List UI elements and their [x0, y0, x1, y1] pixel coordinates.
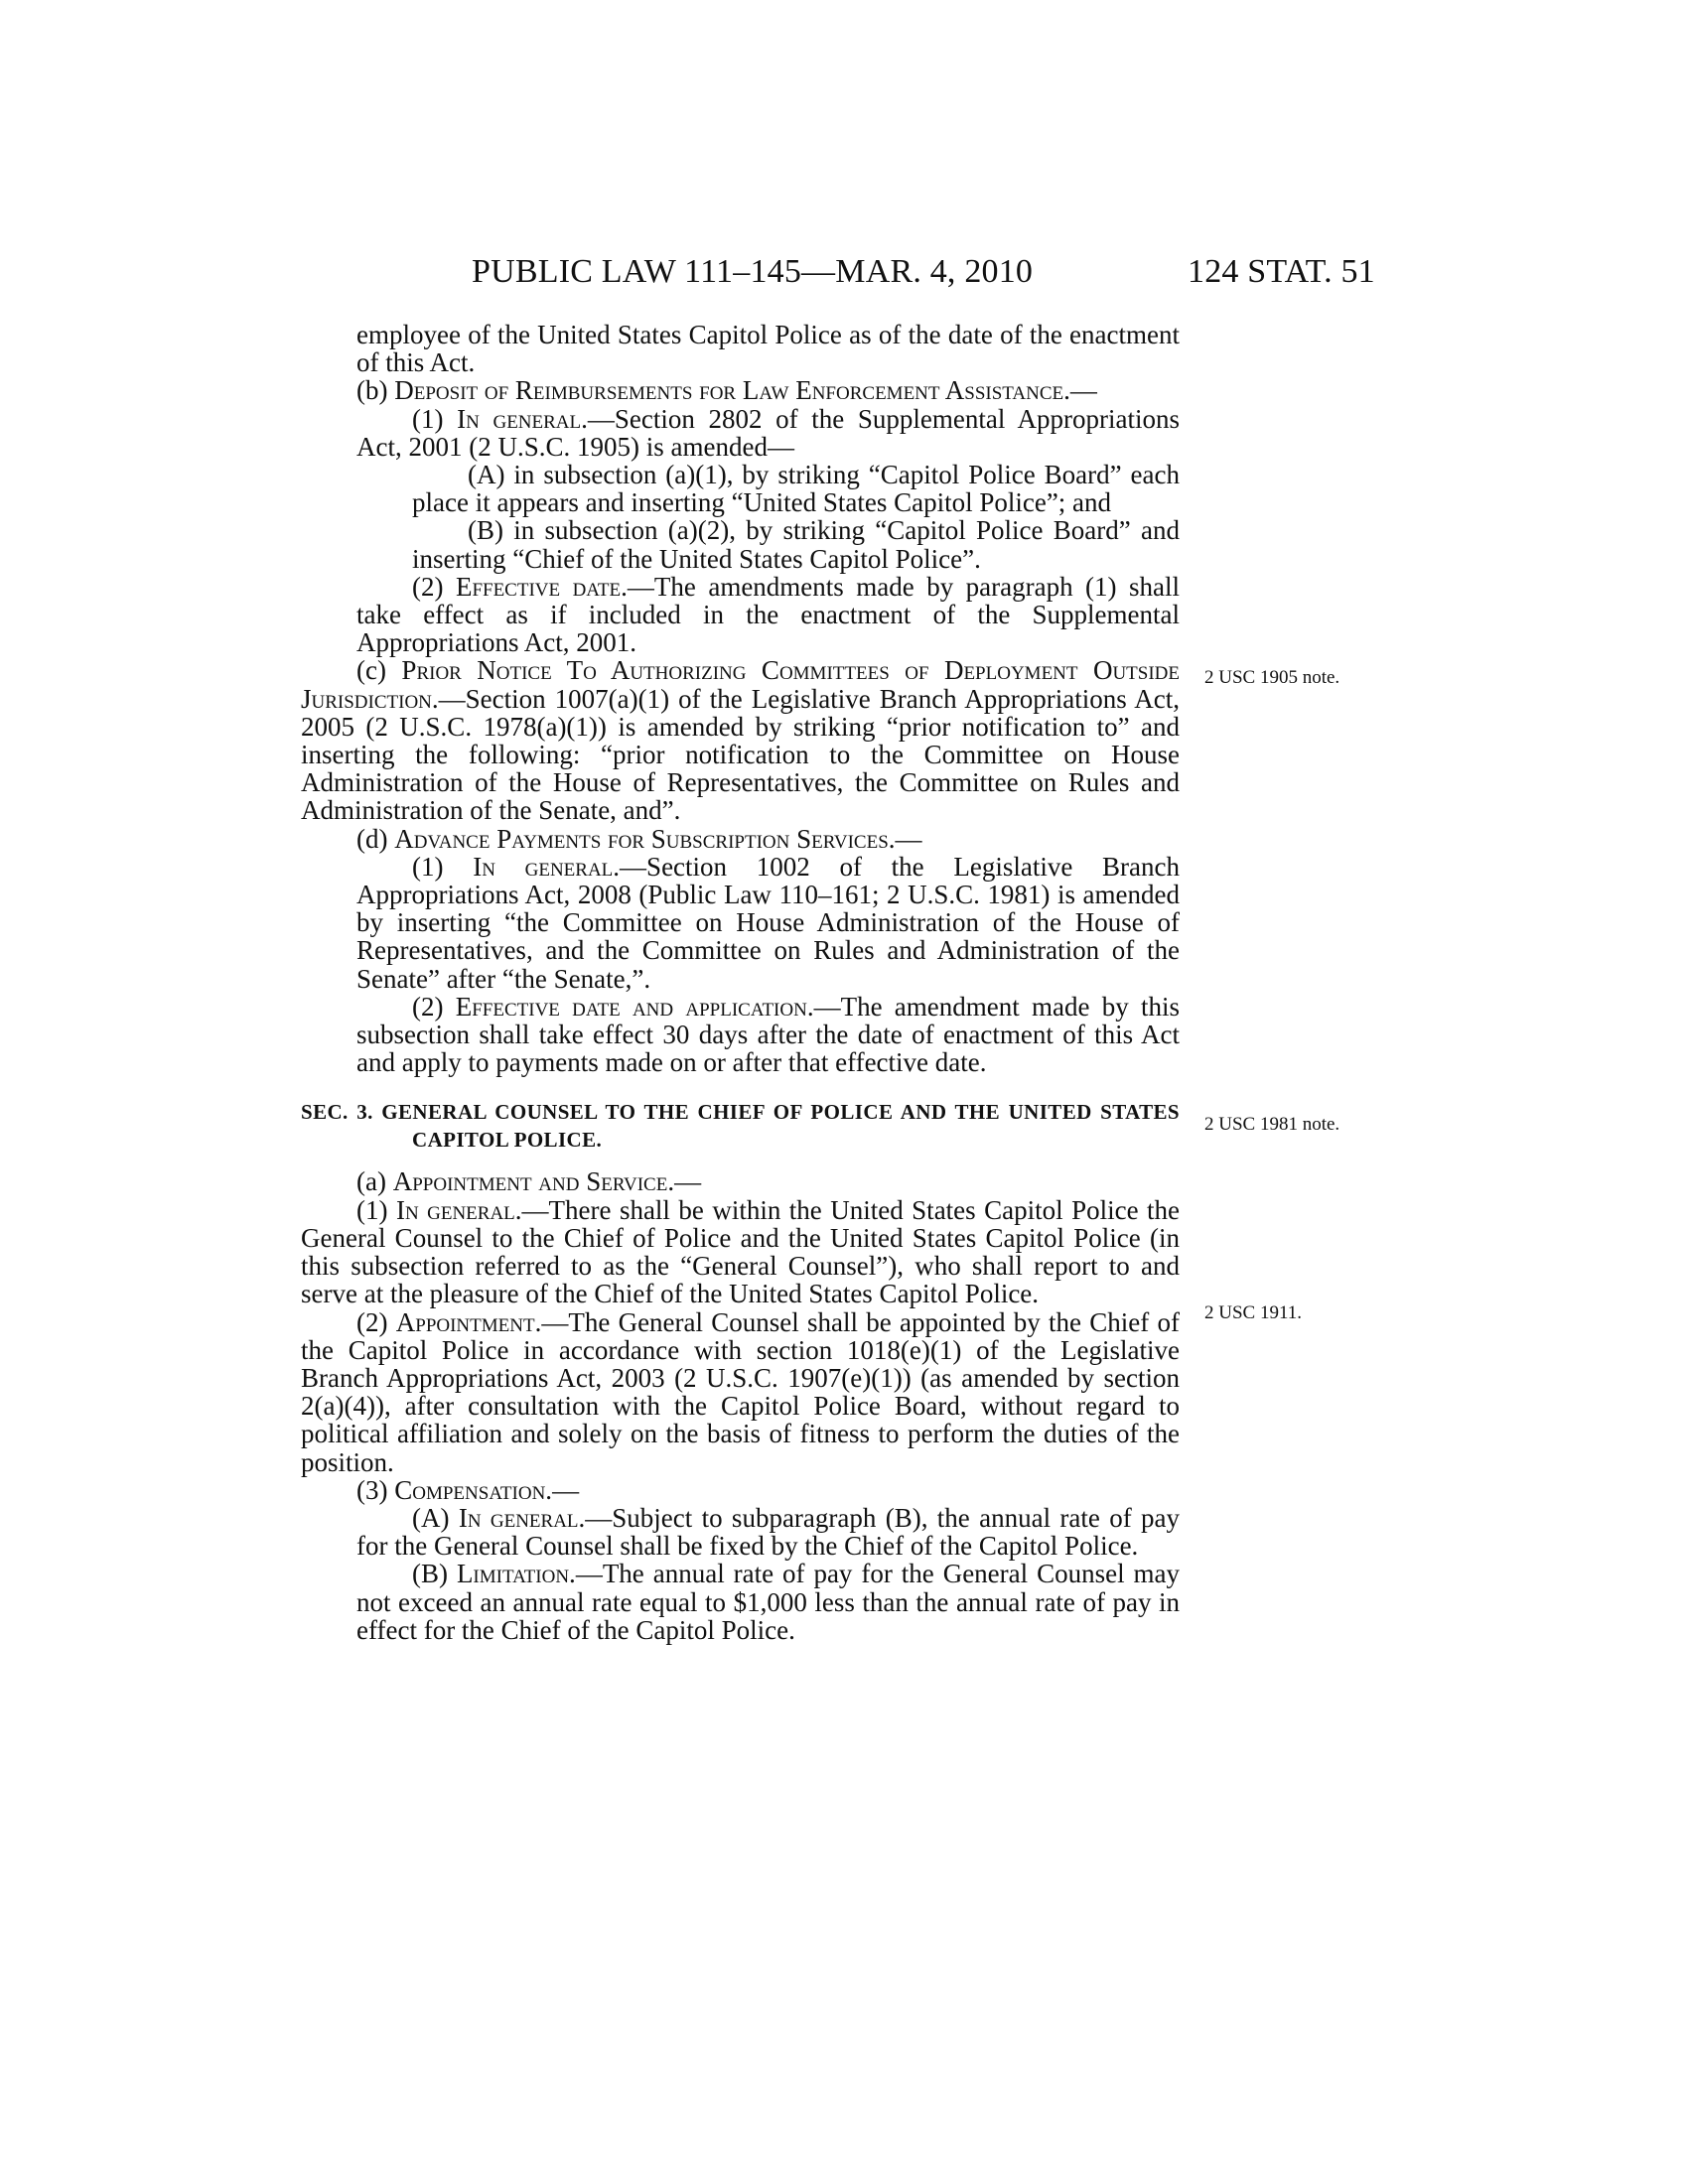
subsection-b-heading: (b) Deposit of Reimbursements for Law Enforcement Assistance.— [356, 375, 1097, 406]
subparagraph-a3-B: (B) Limitation.—The annual rate of pay for the General Counsel may not exceed an annual rate equal to $1,000 less than the annual rate of pay in effect for the Chief of the Capitol Police. [356, 1559, 1181, 1645]
document-body [301, 321, 1180, 1644]
paragraph-continuation: employee of the United States Capitol Police as of the date of the enactment of this Act. [356, 320, 1180, 378]
subsection-c: (c) Prior Notice To Authorizing Committees of Deployment Outside Jurisdiction.—Section 1007(a)(1) of the Legislative Branch Appropriations Act, 2005 (2 U.S.C. 1978(a)(1)) is amended by striking “prior notification to” and inserting the following: “prior notification to the Committee on House Administration of the House of Representatives, the Committee on Rules and Administration of the Senate, and”. [301, 655, 1180, 826]
paragraph-b1: (1) In general.—Section 2802 of the Supplemental Appropriations Act, 2001 (2 U.S.C. 1905) is amended— [356, 403, 1180, 462]
paragraph-a2: (2) Appointment.—The General Counsel shall be appointed by the Chief of the Capitol Police in accordance with section 1018(e)(1) of the Legislative Branch Appropriations Act, 2003 (2 U.S.C. 1907(e)(1)) (as amended by section 2(a)(4)), after consultation with the Capitol Police Board, without regard to political affiliation and solely on the basis of fitness to perform the duties of the position. [301, 1306, 1180, 1477]
section-3-heading: SEC. 3. GENERAL COUNSEL TO THE CHIEF OF POLICE AND THE UNITED STATES CAPITOL POLICE. [301, 1100, 1180, 1153]
running-header-title: PUBLIC LAW 111–145—MAR. 4, 2010 [472, 253, 1034, 290]
subsection-a-heading: (a) Appointment and Service.— [356, 1166, 702, 1197]
subparagraph-b1-A: (A) in subsection (a)(1), by striking “Capitol Police Board” each place it appears and inserting “United States Capitol Police”; and [412, 460, 1180, 518]
spacer [301, 1076, 1180, 1098]
paragraph-a1: (1) In general.—There shall be within the United States Capitol Police the General Counsel to the Chief of Police and the United States Capitol Police (in this subsection referred to as the “General Counsel”), who shall report to and serve at the pleasure of the Chief of the United States Capitol Police. [301, 1194, 1181, 1309]
paragraph-a3-heading: (3) Compensation.— [356, 1474, 580, 1505]
subparagraph-a3-A: (A) In general.—Subject to subparagraph (B), the annual rate of pay for the General Counsel shall be fixed by the Chief of the Capitol Police. [356, 1502, 1181, 1562]
subsection-d-heading: (d) Advance Payments for Subscription Services.— [356, 823, 922, 854]
margin-note-2-usc-1905: 2 USC 1905 note. [1204, 667, 1340, 688]
margin-note-2-usc-1911: 2 USC 1911. [1204, 1302, 1303, 1323]
paragraph-d1: (1) In general.—Section 1002 of the Legislative Branch Appropriations Act, 2008 (Public Law 110–161; 2 U.S.C. 1981) is amended by inserting “the Committee on House Administration of the House of Representatives, and the Committee on Rules and Administration of the Senate” after “the Senate,”. [356, 851, 1181, 994]
paragraph-b2: (2) Effective date.—The amendments made by paragraph (1) shall take effect as if included in the enactment of the Supplemental Appropriations Act, 2001. [356, 571, 1180, 658]
paragraph-d2: (2) Effective date and application.—The amendment made by this subsection shall take effect 30 days after the date of enactment of this Act and apply to payments made on or after that effective date. [356, 991, 1180, 1078]
spacer [301, 1154, 1180, 1167]
page-number: 124 STAT. 51 [1188, 253, 1375, 290]
margin-note-2-usc-1981: 2 USC 1981 note. [1204, 1114, 1340, 1135]
subparagraph-b1-B: (B) in subsection (a)(2), by striking “Capitol Police Board” and inserting “Chief of the United States Capitol Police”. [412, 515, 1180, 574]
